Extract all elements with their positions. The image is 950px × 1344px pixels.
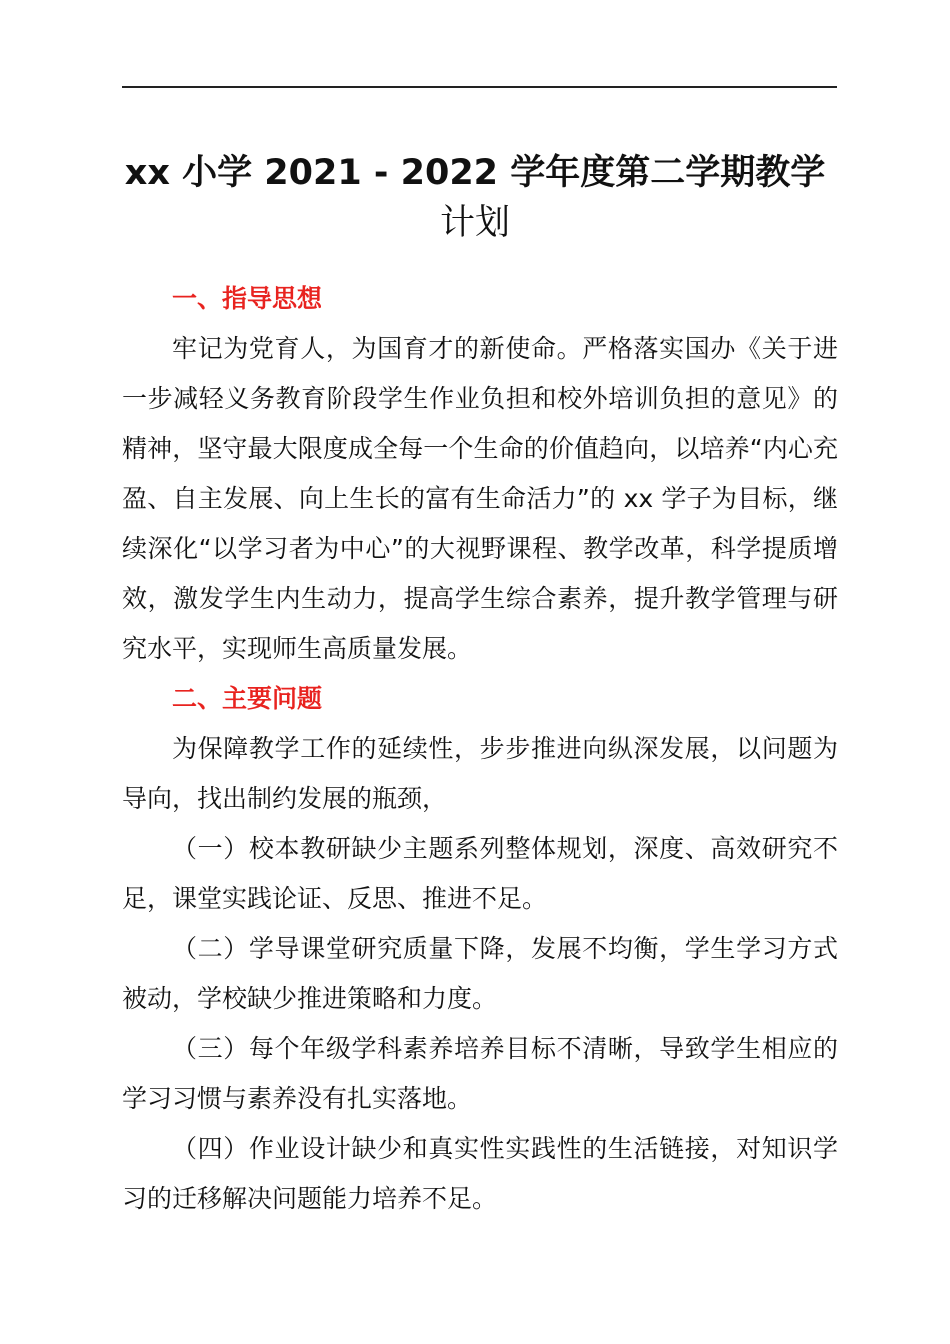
title-line-2: 计划 <box>439 203 510 243</box>
document-title <box>100 148 850 248</box>
header-rule <box>122 86 837 88</box>
paragraph: （四）作业设计缺少和真实性实践性的生活链接，对知识学习的迁移解决问题能力培养不足。 <box>122 1134 838 1213</box>
section-heading: 一、指导思想 <box>172 284 323 313</box>
document-body <box>122 274 838 1224</box>
paragraph: （一）校本教研缺少主题系列整体规划，深度、高效研究不足，课堂实践论证、反思、推进不足。 <box>122 834 838 913</box>
section-main-problems <box>122 674 838 1224</box>
paragraph: （二）学导课堂研究质量下降，发展不均衡，学生学习方式被动，学校缺少推进策略和力度。 <box>122 934 838 1013</box>
paragraph: 牢记为党育人，为国育才的新使命。严格落实国办《关于进一步减轻义务教育阶段学生作业负担和校外培训负担的意见》的精神，坚守最大限度成全每一个生命的价值趋向，以培养“内心充盈、自主发展、向上生长的富有生命活力”的 xx 学子为目标，继续深化“以学习者为中心”的大视野课程、教学改革，科学提质增效，激发学生内生动力，提高学生综合素养，提升教学管理与研究水平，实现师生高质量发展。 <box>122 334 838 663</box>
section-guiding-ideology <box>122 274 838 674</box>
paragraph: （三）每个年级学科素养培养目标不清晰，导致学生相应的学习习惯与素养没有扎实落地。 <box>122 1034 838 1113</box>
paragraph: 为保障教学工作的延续性，步步推进向纵深发展，以问题为导向，找出制约发展的瓶颈， <box>122 734 838 813</box>
section-heading: 二、主要问题 <box>172 684 323 713</box>
title-line-1: xx 小学 2021 - 2022 学年度第二学期教学 <box>124 153 826 193</box>
